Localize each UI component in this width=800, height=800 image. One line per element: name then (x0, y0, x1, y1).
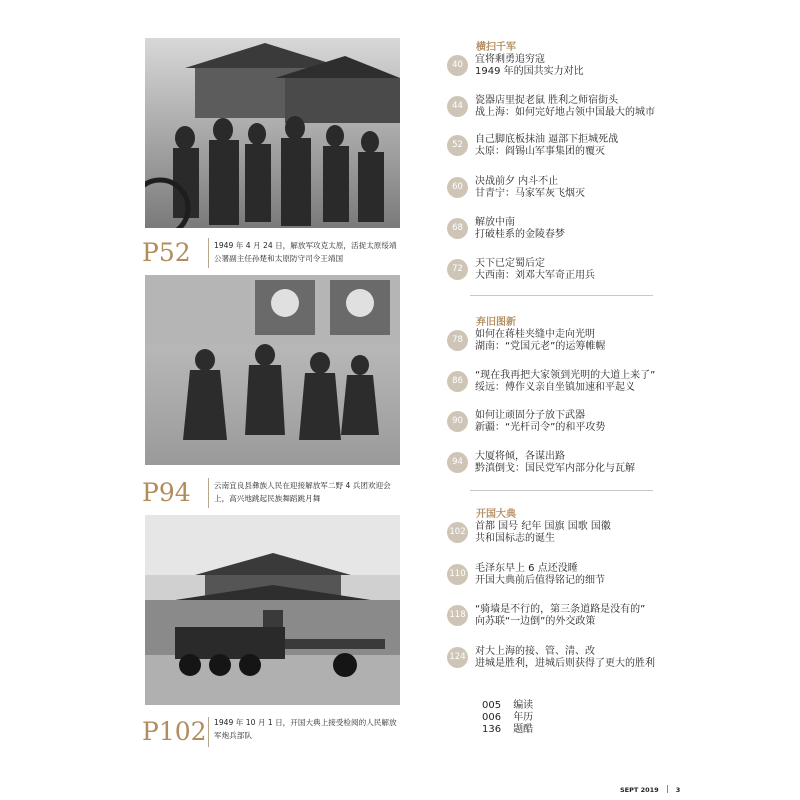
misc-item[interactable] (482, 700, 533, 712)
footer-divider (667, 785, 668, 793)
entry-title: 自己脚底板抹油 逼部下拒城死战 (475, 134, 619, 145)
toc-entry[interactable] (447, 646, 687, 676)
misc-page: 005 (482, 700, 502, 711)
entry-title: 如何在蒋桂夹缝中走向光明 (475, 329, 595, 340)
section-divider (470, 295, 653, 296)
toc-entry[interactable] (447, 95, 687, 125)
entry-subtitle: 进城是胜利，进城后则获得了更大的胜利 (475, 658, 655, 669)
photo-caption: 1949 年 4 月 24 日，解放军攻克太原，活捉太原绥靖公署副主任孙楚和太原防守司令王靖国 (214, 241, 397, 263)
entry-title: 瓷器店里捉老鼠 胜利之师宿街头 (475, 95, 619, 106)
entry-title: 决战前夕 内斗不止 (475, 176, 559, 187)
toc-entry[interactable] (447, 521, 687, 551)
page-badge: 78 (447, 330, 468, 351)
entry-title: 毛泽东早上 6 点还没睡 (475, 563, 578, 574)
section-title: 弃旧图新 (476, 317, 516, 328)
entry-subtitle: 向苏联“一边倒”的外交政策 (475, 616, 596, 627)
page-badge: 68 (447, 218, 468, 239)
entry-subtitle: 黔滇倒戈：国民党军内部分化与瓦解 (475, 463, 635, 474)
caption-divider (208, 238, 209, 268)
section-title: 开国大典 (476, 509, 516, 520)
toc-entry[interactable] (447, 176, 687, 206)
photo-taiyuan-soldiers (145, 38, 400, 228)
misc-page: 136 (482, 724, 502, 735)
toc-entry[interactable] (447, 54, 687, 84)
page-badge: 118 (447, 605, 468, 626)
toc-entry[interactable] (447, 410, 687, 440)
entry-title: 大厦将倾，各谋出路 (475, 451, 565, 462)
entry-title: 对大上海的接、管、清、改 (475, 646, 595, 657)
entry-subtitle: 湖南：“党国元老”的运筹帷幄 (475, 341, 606, 352)
entry-title: 首都 国号 纪年 国旗 国歌 国徽 (475, 521, 611, 532)
entry-title: 解放中南 (475, 217, 515, 228)
entry-subtitle: 打破桂系的金陵春梦 (475, 229, 565, 240)
entry-title: 天下已定蜀后定 (475, 258, 545, 269)
page-badge: 72 (447, 259, 468, 280)
misc-item[interactable] (482, 724, 533, 736)
page-badge: 94 (447, 452, 468, 473)
page-badge: 90 (447, 411, 468, 432)
entry-title: 如何让顽固分子放下武器 (475, 410, 585, 421)
entry-subtitle: 甘青宁：马家军灰飞烟灭 (475, 188, 585, 199)
page-badge: 86 (447, 371, 468, 392)
entry-subtitle: 新疆：“光杆司令”的和平攻势 (475, 422, 606, 433)
issue-date: SEPT 2019 (620, 786, 659, 794)
photo-page-label: P94 (142, 478, 191, 507)
page-badge: 40 (447, 55, 468, 76)
toc-entry[interactable] (447, 329, 687, 359)
misc-label: 年历 (513, 712, 534, 723)
entry-subtitle: 开国大典前后值得铭记的细节 (475, 575, 605, 586)
entry-subtitle: 绥远：傅作义亲自坐镇加速和平起义 (475, 382, 635, 393)
toc-entry[interactable] (447, 563, 687, 593)
entry-title: “骑墙是不行的，第三条道路是没有的” (475, 604, 646, 615)
toc-entry[interactable] (447, 451, 687, 481)
photo-page-label: P52 (142, 238, 191, 267)
misc-label: 题酷 (513, 724, 534, 735)
section-title: 横扫千军 (476, 42, 516, 53)
entry-title: 宜将剩勇追穷寇 (475, 54, 545, 65)
page-badge: 44 (447, 96, 468, 117)
photo-caption: 1949 年 10 月 1 日，开国大典上接受检阅的人民解放军炮兵部队 (214, 718, 397, 740)
toc-entry[interactable] (447, 604, 687, 634)
entry-subtitle: 战上海：如何完好地占领中国最大的城市 (475, 107, 655, 118)
page-badge: 110 (447, 564, 468, 585)
page-badge: 60 (447, 177, 468, 198)
entry-subtitle: 共和国标志的诞生 (475, 533, 555, 544)
misc-page: 006 (482, 712, 502, 723)
photo-yunnan-dance (145, 275, 400, 465)
photo-page-label: P102 (142, 717, 207, 746)
misc-label: 编读 (513, 700, 534, 711)
entry-title: “现在我再把大家领到光明的大道上来了” (475, 370, 656, 381)
toc-entry[interactable] (447, 370, 687, 400)
page-badge: 102 (447, 522, 468, 543)
toc-entry[interactable] (447, 258, 687, 288)
misc-item[interactable] (482, 712, 533, 724)
entry-subtitle: 1949 年的国共实力对比 (475, 66, 584, 77)
page-number: 3 (675, 786, 681, 794)
caption-divider (208, 478, 209, 508)
entry-subtitle: 大西南：刘邓大军奇正用兵 (475, 270, 595, 281)
caption-divider (208, 717, 209, 747)
page-badge: 52 (447, 135, 468, 156)
entry-subtitle: 太原：阎锡山军事集团的覆灭 (475, 146, 605, 157)
toc-entry[interactable] (447, 134, 687, 164)
page-badge: 124 (447, 647, 468, 668)
photo-caption: 云南宜良县彝族人民在迎接解放军二野 4 兵团欢迎会上，高兴地跳起民族舞蹈跳月舞 (214, 481, 391, 503)
photo-tiananmen-parade (145, 515, 400, 705)
section-divider (470, 490, 653, 491)
toc-entry[interactable] (447, 217, 687, 247)
page-footer (620, 785, 680, 794)
